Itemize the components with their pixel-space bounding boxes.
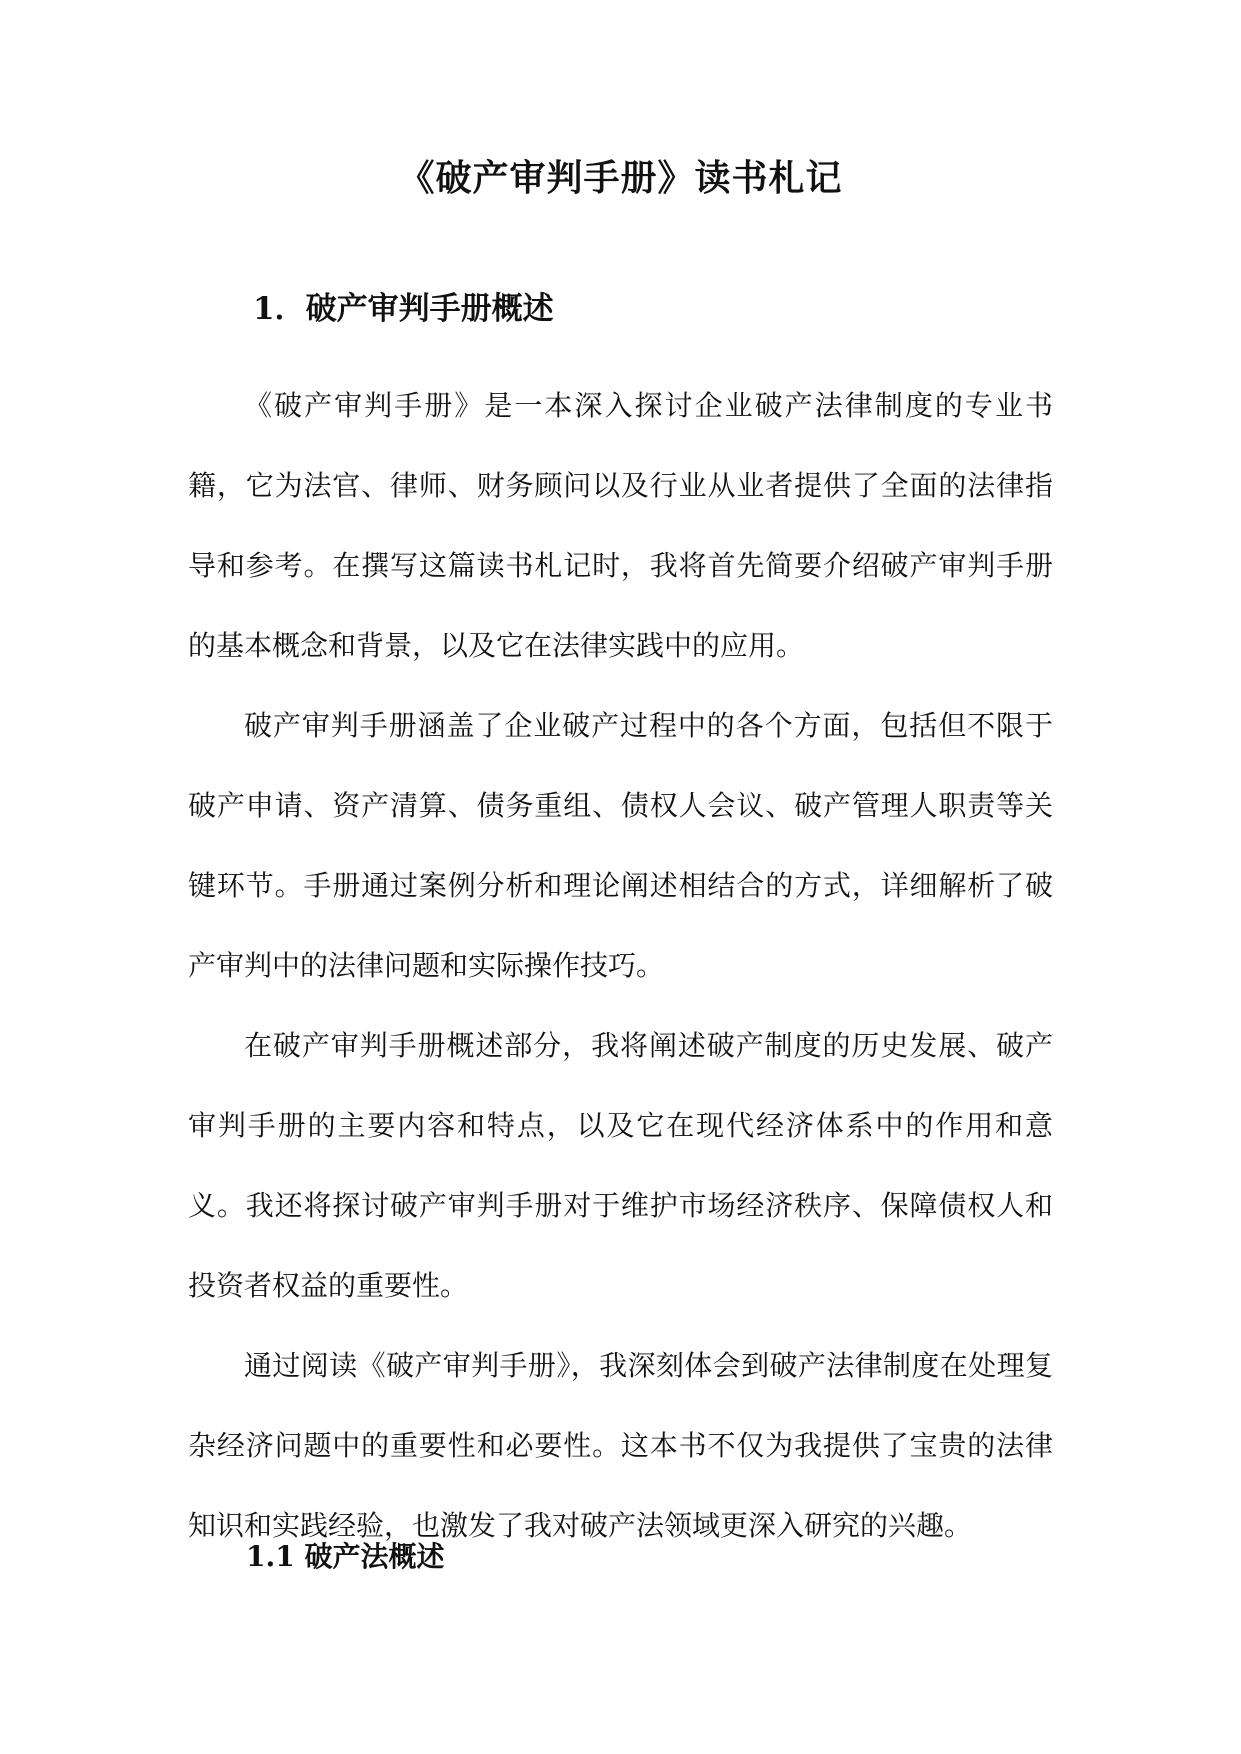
section-body	[188, 366, 1053, 1566]
paragraph: 在破产审判手册概述部分，我将阐述破产制度的历史发展、破产审判手册的主要内容和特点，以及它在现代经济体系中的作用和意义。我还将探讨破产审判手册对于维护市场经济秩序、保障债权人和投资者权益的重要性。	[188, 1029, 1053, 1302]
paragraph: 破产审判手册涵盖了企业破产过程中的各个方面，包括但不限于破产申请、资产清算、债务重组、债权人会议、破产管理人职责等关键环节。手册通过案例分析和理论阐述相结合的方式，详细解析了破产审判中的法律问题和实际操作技巧。	[188, 709, 1053, 982]
section-heading: 1．破产审判手册概述	[253, 291, 554, 327]
paragraph: 《破产审判手册》是一本深入探讨企业破产法律制度的专业书籍，它为法官、律师、财务顾问以及行业从业者提供了全面的法律指导和参考。在撰写这篇读书札记时，我将首先简要介绍破产审判手册的基本概念和背景，以及它在法律实践中的应用。	[188, 389, 1053, 662]
subsection-heading: 1.1 破产法概述	[246, 1540, 445, 1573]
paragraph: 通过阅读《破产审判手册》，我深刻体会到破产法律制度在处理复杂经济问题中的重要性和必要性。这本书不仅为我提供了宝贵的法律知识和实践经验，也激发了我对破产法领域更深入研究的兴趣。	[188, 1349, 1053, 1542]
document-title: 《破产审判手册》读书札记	[398, 157, 843, 199]
